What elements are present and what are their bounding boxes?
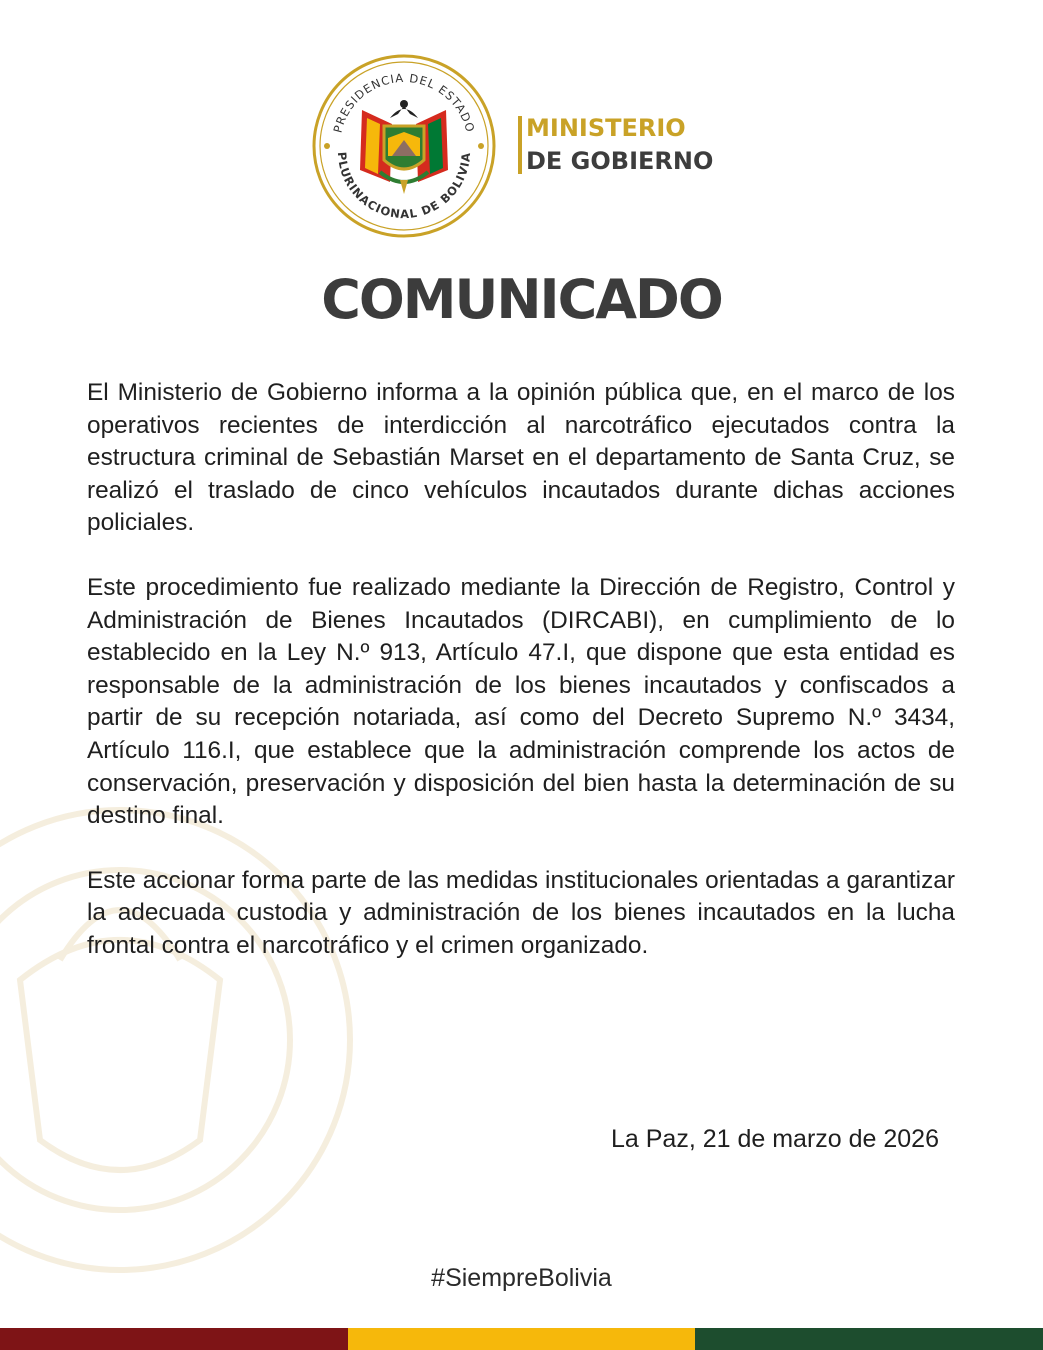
paragraph-3: Este accionar forma parte de las medidas institucionales orientadas a garantizar la adecuada custodia y administración de los bienes incautados en la lucha frontal contra el narcotráfico y el crimen organizado. bbox=[87, 866, 955, 959]
flag-bar-red bbox=[0, 1328, 348, 1350]
flag-color-bar bbox=[0, 1328, 1043, 1350]
svg-text:PRESIDENCIA DEL ESTADO: PRESIDENCIA DEL ESTADO bbox=[330, 70, 478, 135]
flag-bar-green bbox=[695, 1328, 1043, 1350]
paragraph-2: Este procedimiento fue realizado mediante la Dirección de Registro, Control y Administración de Bienes Incautados (DIRCABI), en cumplimiento de lo establecido en la Ley N.º 913, Artículo 47.I, que dispone que esta entidad es responsable de la administración de los bienes incautados y confiscados a partir de su recepción notariada, así como del Decreto Supremo N.º 3434, Artículo 116.I, que establece que la administración comprende los actos de conservación, preservación y disposición del bien hasta la determinación de su destino final. bbox=[87, 573, 955, 830]
hashtag: #SiempreBolivia bbox=[431, 1264, 612, 1292]
communique-body bbox=[87, 377, 955, 995]
ministry-name-line1: MINISTERIO bbox=[526, 114, 686, 142]
header-divider bbox=[518, 116, 522, 174]
document-title: COMUNICADO bbox=[321, 268, 722, 331]
presidential-seal-logo bbox=[310, 52, 498, 240]
paragraph-1: El Ministerio de Gobierno informa a la opinión pública que, en el marco de los operativos recientes de interdicción al narcotráfico ejecutados contra la estructura criminal de Sebastián Marset en el departamento de Santa Cruz, se realizó el traslado de cinco vehículos incautados durante dichas acciones policiales. bbox=[87, 379, 955, 537]
ministry-name-line2: DE GOBIERNO bbox=[526, 147, 714, 175]
letterhead bbox=[310, 52, 740, 242]
svg-text:PLURINACIONAL DE BOLIVIA: PLURINACIONAL DE BOLIVIA bbox=[334, 151, 474, 222]
place-and-date: La Paz, 21 de marzo de 2026 bbox=[610, 1125, 939, 1153]
flag-bar-yellow bbox=[348, 1328, 696, 1350]
